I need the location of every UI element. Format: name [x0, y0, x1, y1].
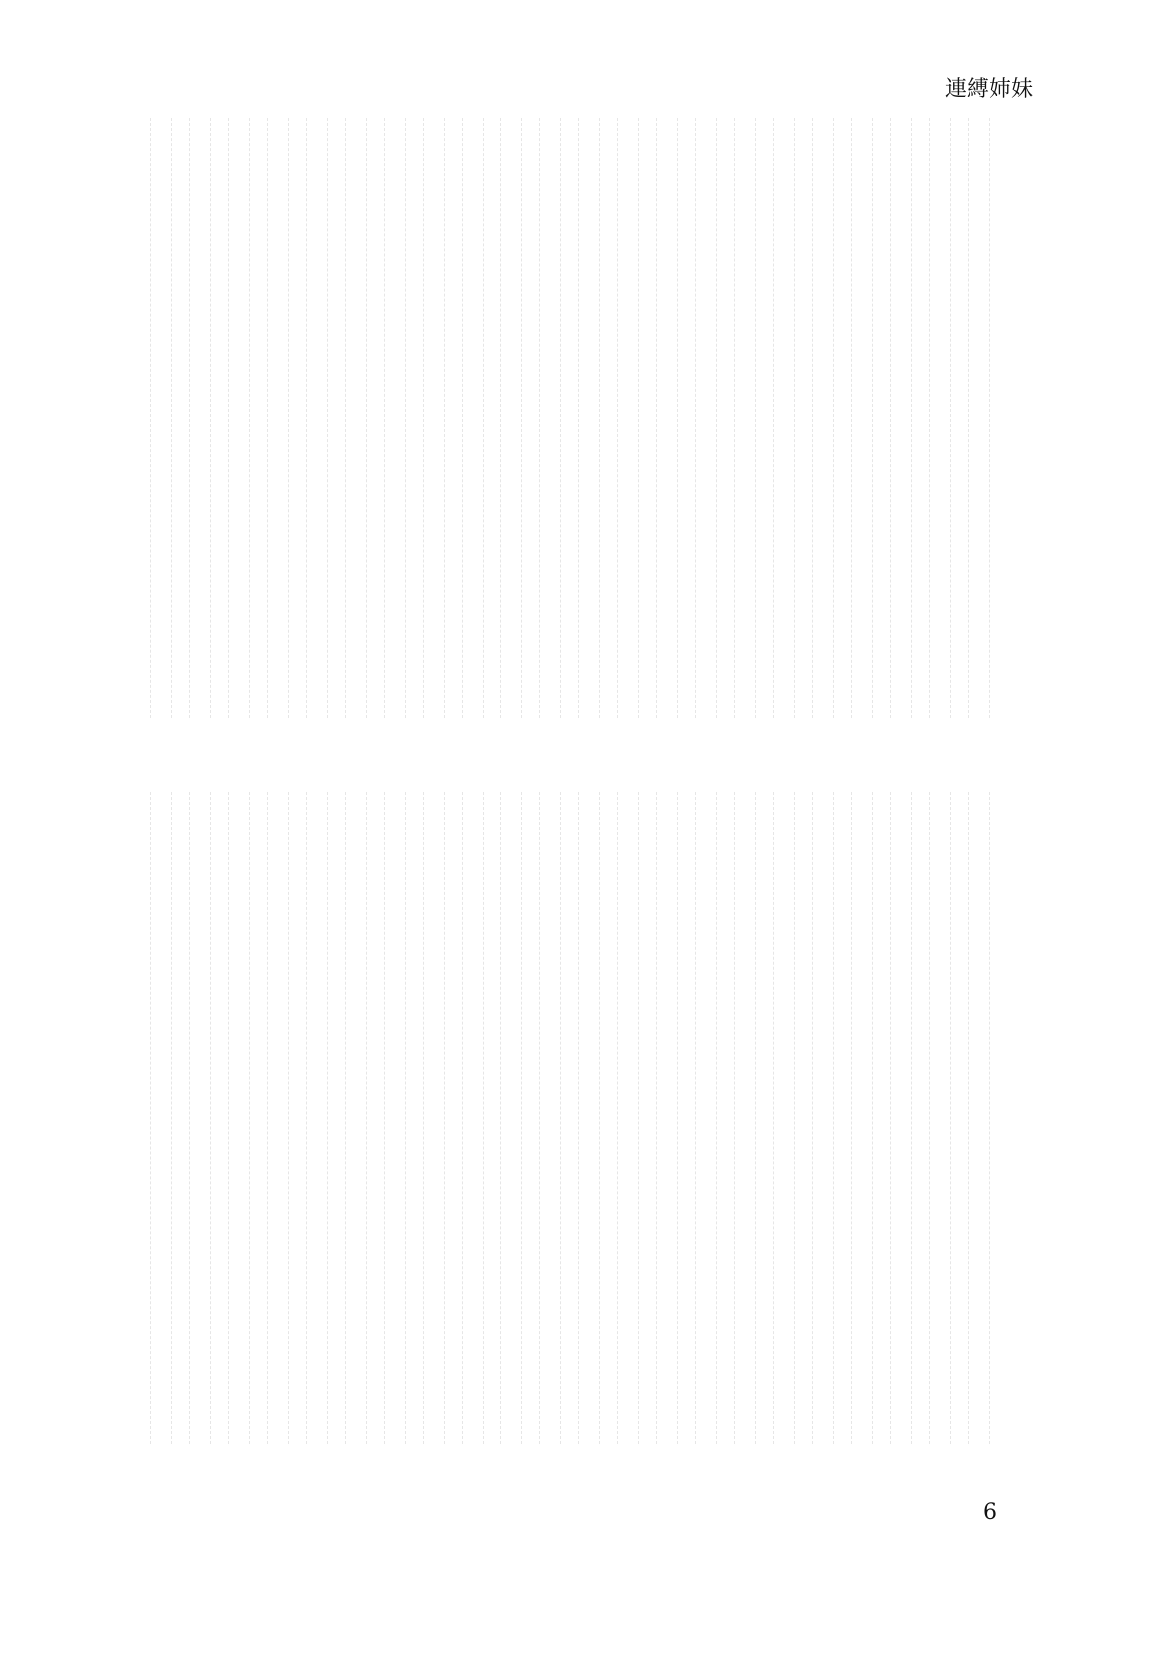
text-column — [150, 118, 172, 718]
running-header-title: 連縛姉妹 — [944, 77, 1033, 102]
text-column — [617, 792, 639, 1444]
text-column — [189, 792, 211, 1444]
text-column — [734, 118, 756, 718]
text-column — [539, 792, 561, 1444]
text-column — [968, 118, 990, 718]
text-column — [345, 118, 367, 718]
text-column — [773, 118, 795, 718]
text-column — [773, 792, 795, 1444]
text-column — [890, 792, 912, 1444]
text-column — [578, 792, 600, 1444]
text-column — [890, 118, 912, 718]
text-column — [384, 118, 406, 718]
text-column — [267, 792, 289, 1444]
text-block-upper — [150, 118, 990, 718]
text-column — [851, 118, 873, 718]
text-column — [929, 792, 951, 1444]
text-column — [228, 792, 250, 1444]
text-column — [462, 792, 484, 1444]
text-column — [150, 792, 172, 1444]
text-column — [423, 118, 445, 718]
text-column — [306, 118, 328, 718]
text-column — [656, 792, 678, 1444]
text-column — [500, 118, 522, 718]
text-column — [500, 792, 522, 1444]
text-column — [189, 118, 211, 718]
text-column — [695, 118, 717, 718]
text-column — [968, 792, 990, 1444]
text-column — [306, 792, 328, 1444]
text-column — [345, 792, 367, 1444]
text-column — [384, 792, 406, 1444]
text-column — [734, 792, 756, 1444]
text-column — [851, 792, 873, 1444]
text-column — [617, 118, 639, 718]
text-column — [929, 118, 951, 718]
text-column — [695, 792, 717, 1444]
text-block-lower — [150, 792, 990, 1444]
text-column — [578, 118, 600, 718]
text-column — [812, 792, 834, 1444]
page-number: 6 — [983, 1500, 997, 1525]
text-column — [539, 118, 561, 718]
text-column — [656, 118, 678, 718]
text-column — [423, 792, 445, 1444]
text-column — [462, 118, 484, 718]
text-column — [267, 118, 289, 718]
text-column — [812, 118, 834, 718]
text-column — [228, 118, 250, 718]
